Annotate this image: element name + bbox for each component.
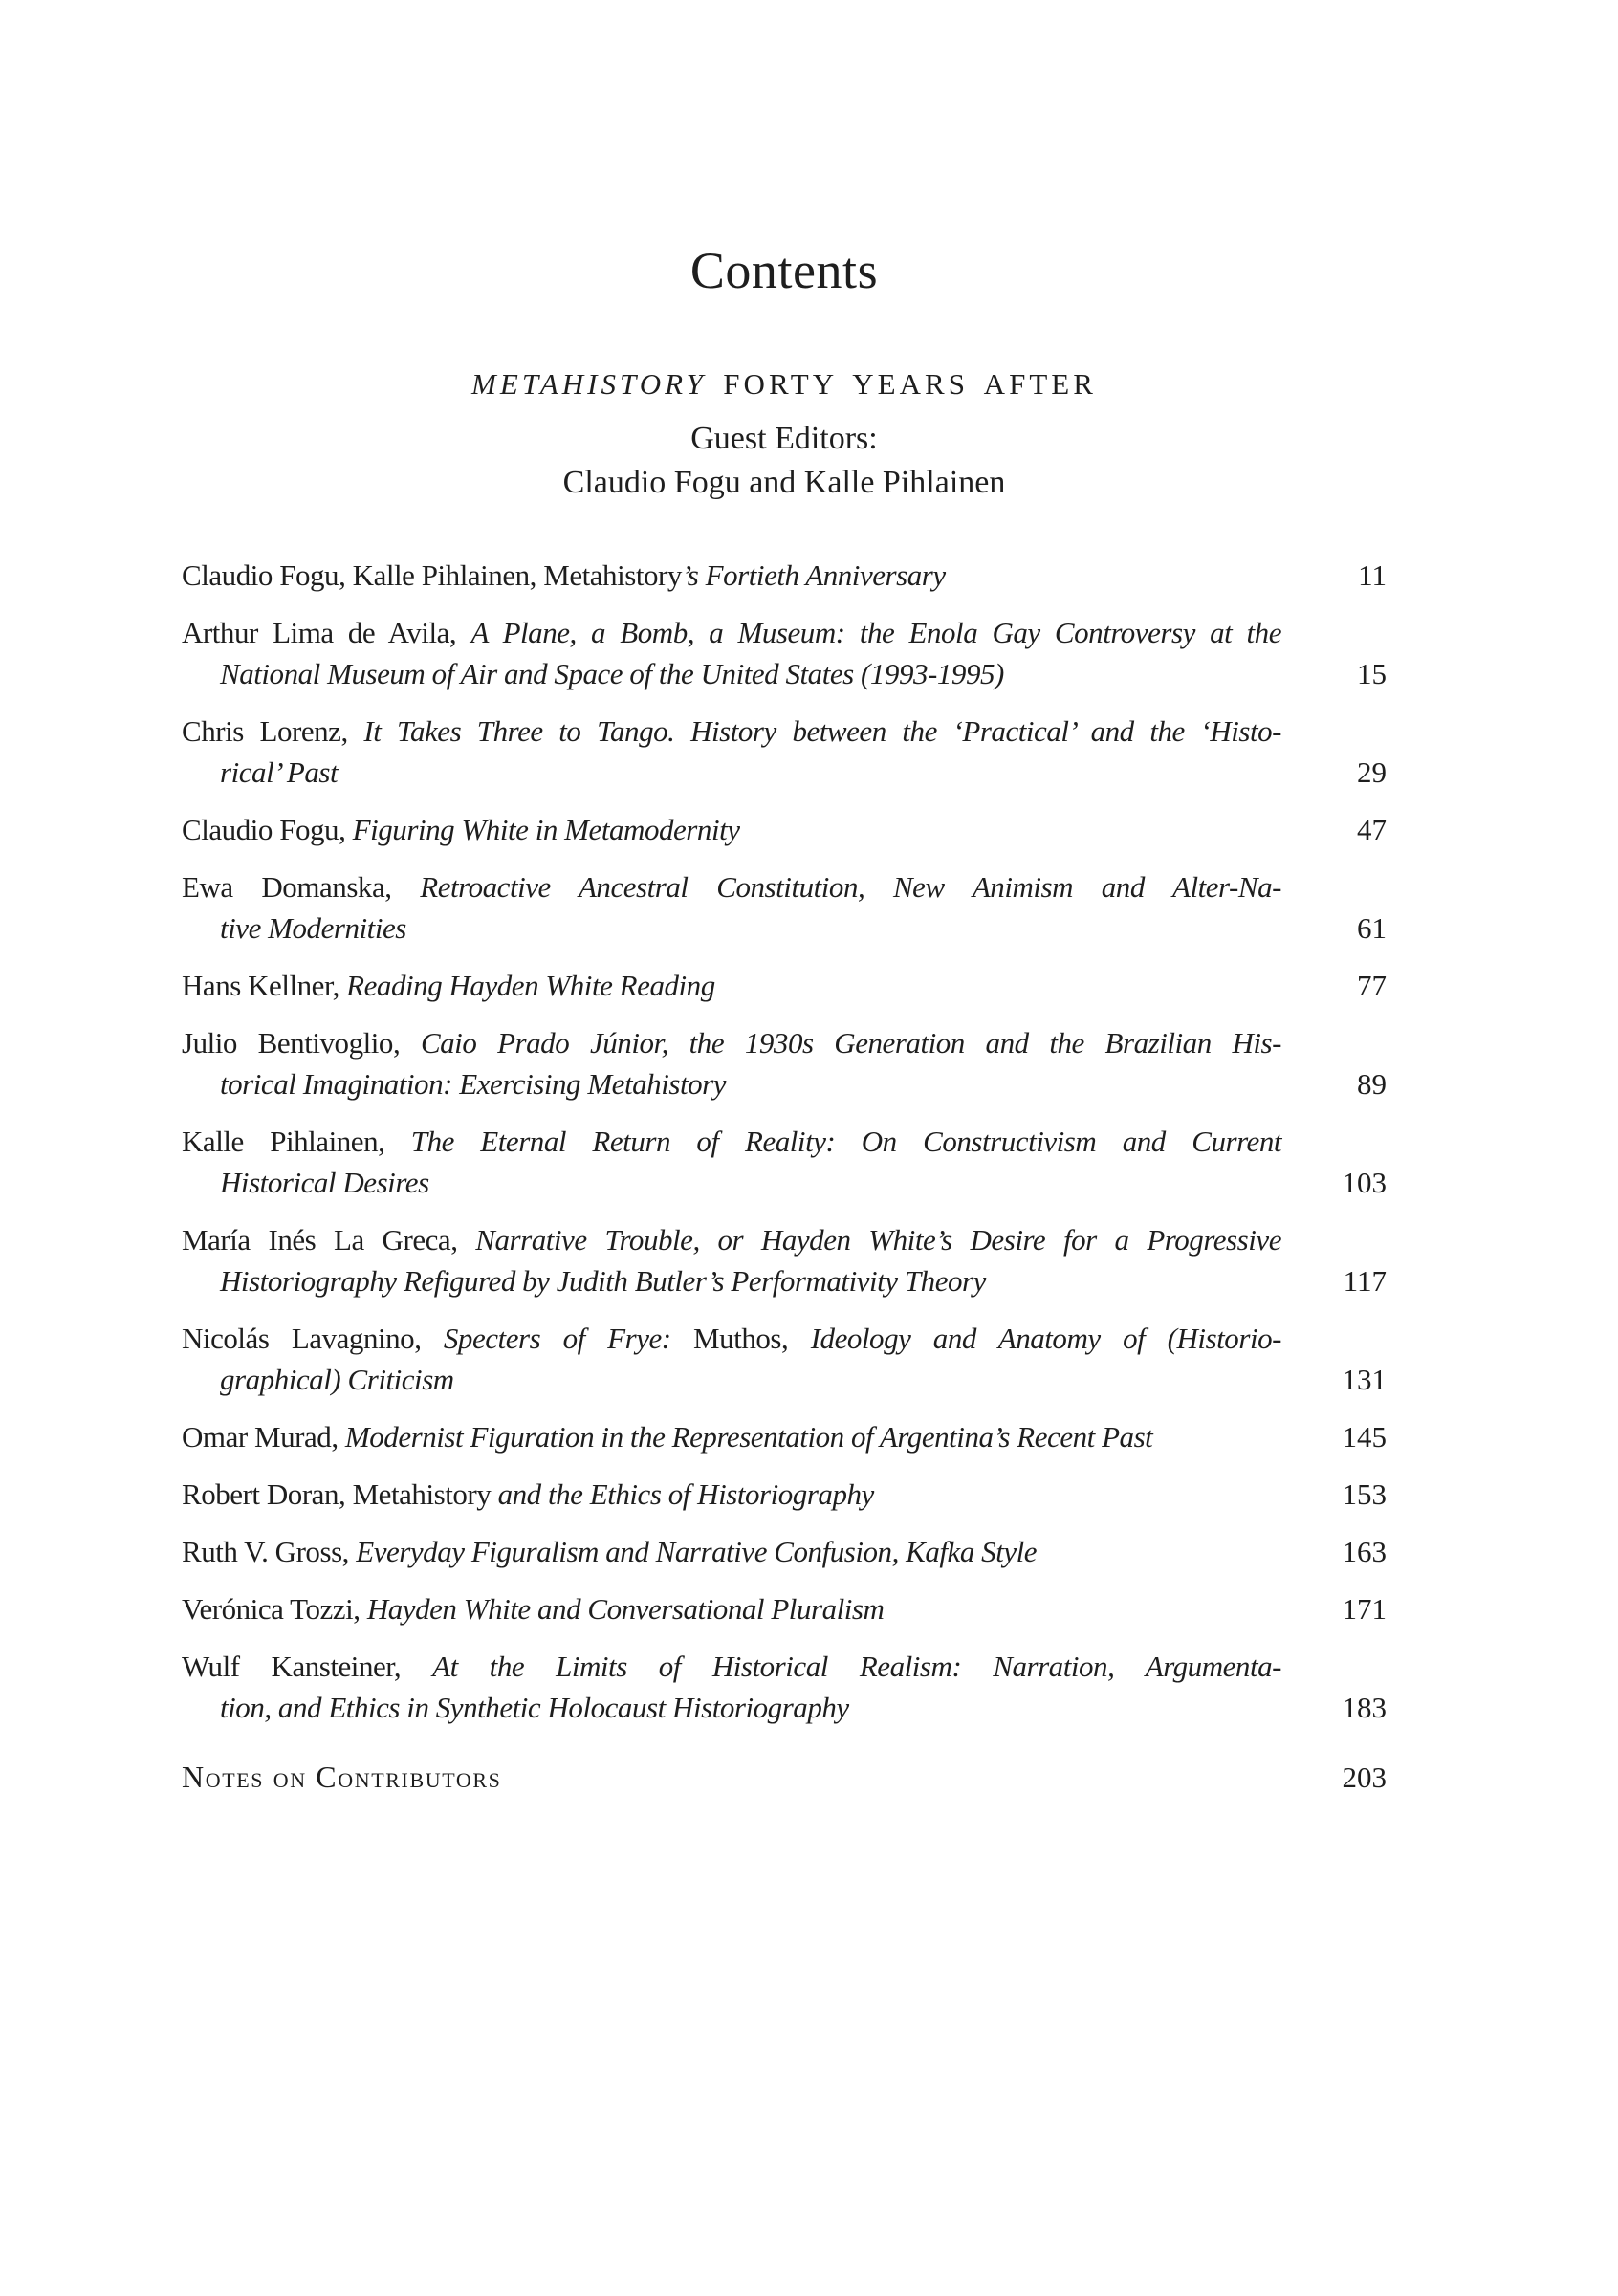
entry-line (182, 1219, 1281, 1260)
title-segment-italic: and the Ethics of Historiography (491, 1477, 874, 1511)
title-segment-italic: rical’ Past (220, 755, 339, 789)
entry-line (182, 711, 1281, 752)
entry-text (182, 1318, 1281, 1400)
entry-page-number: 153 (1342, 1477, 1387, 1511)
entry-text (182, 555, 1281, 596)
title-segment-roman: Wulf Kansteiner, (182, 1650, 433, 1683)
entry-text (182, 1022, 1281, 1104)
title-segment-roman: Muthos, (670, 1322, 811, 1355)
entry-text (182, 965, 1281, 1006)
page-title: Contents (689, 242, 879, 299)
entry-page-number: 77 (1357, 969, 1387, 1002)
entry-line (182, 1022, 1281, 1063)
entry-page-number: 145 (1342, 1420, 1387, 1454)
title-segment-roman: Chris Lorenz, (182, 714, 364, 748)
entry-text (182, 1646, 1281, 1728)
title-segment-italic: Historiography Refigured by Judith Butler’s Performativity Theory (220, 1264, 986, 1298)
notes-label: Notes on Contributors (182, 1760, 502, 1794)
entry-page-number: 171 (1342, 1592, 1387, 1626)
title-segment-roman: María Inés La Greca, (182, 1223, 476, 1257)
section-heading-rest: FORTY YEARS AFTER (723, 367, 1097, 401)
title-segment-italic: graphical) Criticism (220, 1363, 454, 1396)
guest-editors-names: Claudio Fogu and Kalle Pihlainen (562, 465, 1006, 500)
entry-line (182, 809, 1281, 850)
title-segment-italic: Historical Desires (220, 1166, 429, 1199)
title-segment-roman: Robert Doran, Metahistory (182, 1477, 492, 1511)
toc-entries (182, 555, 1387, 1728)
title-segment-italic: National Museum of Air and Space of the United States (1993-1995) (220, 657, 1004, 690)
entry-page-number: 203 (1342, 1760, 1387, 1794)
entry-text (182, 711, 1281, 793)
toc-entry (182, 965, 1387, 1006)
title-segment-italic: Reading Hayden White Reading (346, 969, 715, 1002)
entry-line (182, 1588, 1281, 1629)
entry-page-number: 163 (1342, 1535, 1387, 1568)
toc-entry (182, 1022, 1387, 1104)
entry-line (182, 555, 1281, 596)
toc-entry (182, 555, 1387, 596)
entry-line (182, 1646, 1281, 1687)
title-segment-roman: Hans Kellner, (182, 969, 347, 1002)
entry-line (182, 612, 1281, 653)
title-segment-italic: tive Modernities (220, 911, 406, 945)
section-heading-space (707, 367, 723, 401)
entry-text (182, 612, 1281, 694)
title-segment-italic: It Takes Three to Tango. History between the ‘Practical’ and the ‘Histo- (363, 714, 1281, 748)
entry-line-continuation (182, 1260, 1281, 1301)
title-segment-roman: Ruth V. Gross, (182, 1535, 357, 1568)
title-segment-italic: Specters of Frye: (443, 1322, 671, 1355)
entry-line-continuation (182, 907, 1281, 949)
entry-line-continuation (182, 752, 1281, 793)
entry-text (182, 1531, 1281, 1572)
toc-entry (182, 1474, 1387, 1515)
title-segment-italic: tion, and Ethics in Synthetic Holocaust Historiography (220, 1691, 849, 1724)
entry-line-continuation (182, 1687, 1281, 1728)
entry-line (182, 1474, 1281, 1515)
title-segment-italic: Narrative Trouble, or Hayden White’s Desire for a Progressive (475, 1223, 1281, 1257)
title-segment-italic: At the Limits of Historical Realism: Narration, Argumenta- (432, 1650, 1282, 1683)
title-segment-italic: Everyday Figuralism and Narrative Confusion, Kafka Style (356, 1535, 1038, 1568)
title-segment-roman: Claudio Fogu, (182, 813, 353, 846)
toc-entry (182, 809, 1387, 850)
entry-text (182, 1219, 1281, 1301)
toc-entry (182, 1416, 1387, 1457)
toc-entry (182, 1531, 1387, 1572)
entry-line (182, 1121, 1281, 1162)
title-segment-roman: Omar Murad, (182, 1420, 345, 1454)
section-heading-emphasis: METAHISTORY (471, 367, 707, 401)
title-segment-roman: Arthur Lima de Avila, (182, 616, 471, 649)
notes-on-contributors-row (182, 1757, 1387, 1798)
entry-line-continuation (182, 1359, 1281, 1400)
entry-text (182, 1121, 1281, 1203)
toc-entry (182, 711, 1387, 793)
entry-page-number: 89 (1357, 1067, 1387, 1101)
entry-page-number: 117 (1343, 1264, 1387, 1298)
toc-entry (182, 1318, 1387, 1400)
title-segment-roman: Kalle Pihlainen, (182, 1125, 411, 1158)
entry-text (182, 866, 1281, 949)
entry-text (182, 809, 1281, 850)
entry-text (182, 1588, 1281, 1629)
entry-page-number: 103 (1342, 1166, 1387, 1199)
title-segment-italic: Figuring White in Metamodernity (352, 813, 740, 846)
title-segment-italic: Caio Prado Júnior, the 1930s Generation and the Brazilian His- (420, 1026, 1281, 1060)
entry-page-number: 11 (1358, 558, 1387, 592)
entry-page-number: 15 (1357, 657, 1387, 690)
title-segment-roman: Ewa Domanska, (182, 870, 421, 904)
title-segment-roman: Julio Bentivoglio, (182, 1026, 421, 1060)
title-segment-italic: Hayden White and Conversational Pluralism (366, 1592, 885, 1626)
entry-line-continuation (182, 1162, 1281, 1203)
entry-page-number: 29 (1357, 755, 1387, 789)
toc-entry (182, 1588, 1387, 1629)
toc-entry (182, 1219, 1387, 1301)
guest-editors-block (182, 417, 1387, 505)
entry-line-continuation (182, 1063, 1281, 1104)
toc-entry (182, 1121, 1387, 1203)
entry-line (182, 1318, 1281, 1359)
entry-text (182, 1474, 1281, 1515)
title-segment-roman: Nicolás Lavagnino, (182, 1322, 444, 1355)
title-segment-italic: A Plane, a Bomb, a Museum: the Enola Gay Controversy at the (470, 616, 1281, 649)
toc-entry (182, 1646, 1387, 1728)
entry-text (182, 1416, 1281, 1457)
entry-line-continuation (182, 653, 1281, 694)
entry-page-number: 131 (1342, 1363, 1387, 1396)
toc-entry (182, 612, 1387, 694)
title-segment-italic: torical Imagination: Exercising Metahistory (220, 1067, 727, 1101)
title-segment-roman: Claudio Fogu, Kalle Pihlainen, Metahistory (182, 558, 682, 592)
title-segment-italic: Retroactive Ancestral Constitution, New Animism and Alter-Na- (420, 870, 1281, 904)
entry-line (182, 1416, 1281, 1457)
entry-page-number: 61 (1357, 911, 1387, 945)
title-segment-italic: ’s Fortieth Anniversary (681, 558, 946, 592)
entry-line (182, 1531, 1281, 1572)
section-heading (182, 365, 1387, 404)
toc-entry (182, 866, 1387, 949)
title-segment-italic: The Eternal Return of Reality: On Constructivism and Current (410, 1125, 1281, 1158)
entry-line (182, 866, 1281, 907)
entry-page-number: 47 (1357, 813, 1387, 846)
title-segment-roman: Verónica Tozzi, (182, 1592, 367, 1626)
guest-editors-label: Guest Editors: (690, 421, 878, 456)
title-segment-italic: Modernist Figuration in the Representation of Argentina’s Recent Past (344, 1420, 1153, 1454)
entry-page-number: 183 (1342, 1691, 1387, 1724)
entry-line (182, 965, 1281, 1006)
title-segment-italic: Ideology and Anatomy of (Historio- (810, 1322, 1281, 1355)
